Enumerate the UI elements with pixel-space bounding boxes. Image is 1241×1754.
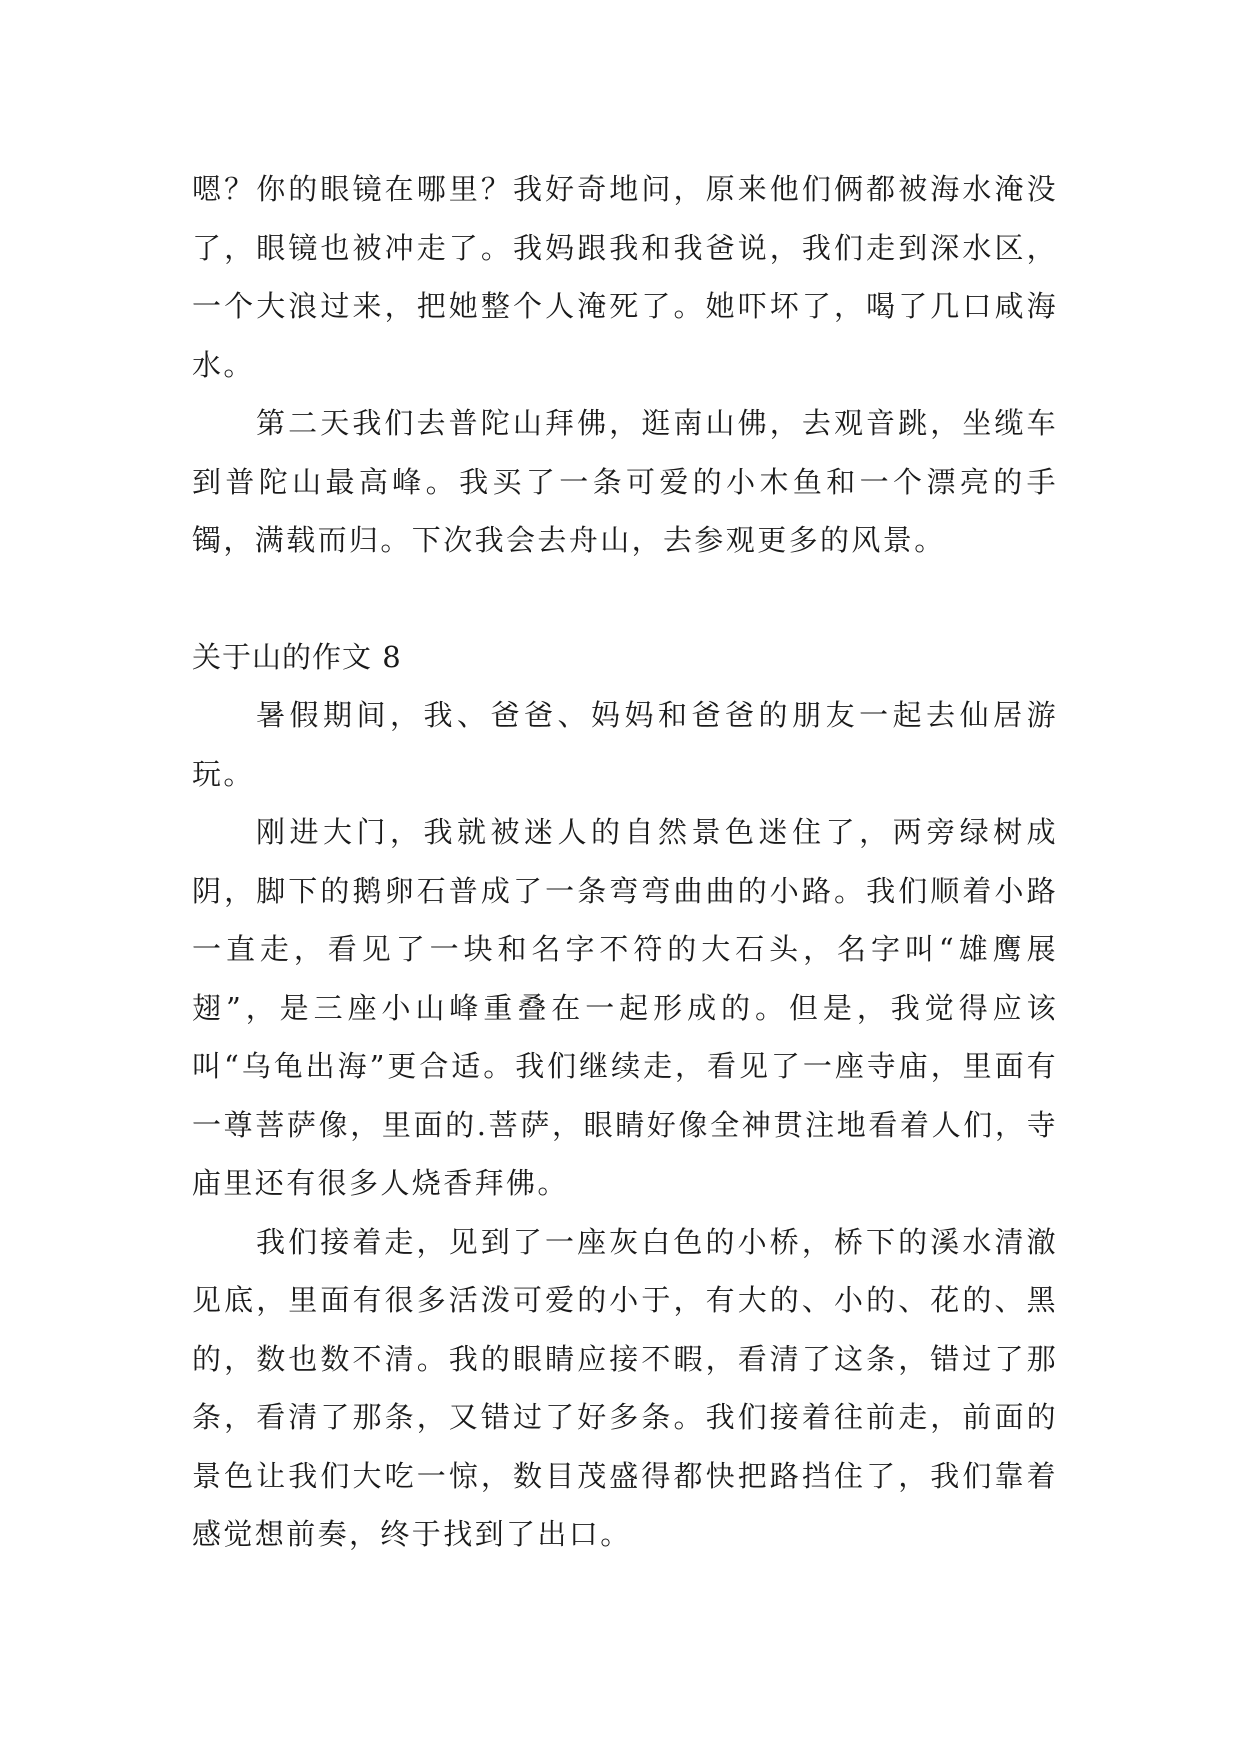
paragraph-3: 暑假期间，我、爸爸、妈妈和爸爸的朋友一起去仙居游玩。 [192, 698, 1058, 791]
section-title: 关于山的作文 8 [192, 639, 402, 674]
paragraph-2: 第二天我们去普陀山拜佛，逛南山佛，去观音跳，坐缆车到普陀山最高峰。我买了一条可爱的小木鱼和一个漂亮的手镯，满载而归。下次我会去舟山，去参观更多的风景。 [192, 406, 1058, 557]
paragraph-1: 嗯？你的眼镜在哪里？我好奇地问，原来他们俩都被海水淹没了，眼镜也被冲走了。我妈跟我和我爸说，我们走到深水区，一个大浪过来，把她整个人淹死了。她吓坏了，喝了几口咸海水。 [192, 172, 1058, 382]
paragraph-5: 我们接着走，见到了一座灰白色的小桥，桥下的溪水清澈见底，里面有很多活泼可爱的小于，有大的、小的、花的、黑的，数也数不清。我的眼睛应接不暇，看清了这条，错过了那条，看清了那条，又错过了好多条。我们接着往前走，前面的景色让我们大吃一惊，数目茂盛得都快把路挡住了，我们靠着感觉想前奏，终于找到了出口。 [192, 1224, 1058, 1551]
document-page [192, 160, 1058, 1564]
paragraph-4: 刚进大门，我就被迷人的自然景色迷住了，两旁绿树成阴，脚下的鹅卵石普成了一条弯弯曲曲的小路。我们顺着小路一直走，看见了一块和名字不符的大石头，名字叫“雄鹰展翅”，是三座小山峰重叠在一起形成的。但是，我觉得应该叫“乌龟出海”更合适。我们继续走，看见了一座寺庙，里面有一尊菩萨像，里面的.菩萨，眼睛好像全神贯注地看着人们，寺庙里还有很多人烧香拜佛。 [192, 815, 1058, 1200]
